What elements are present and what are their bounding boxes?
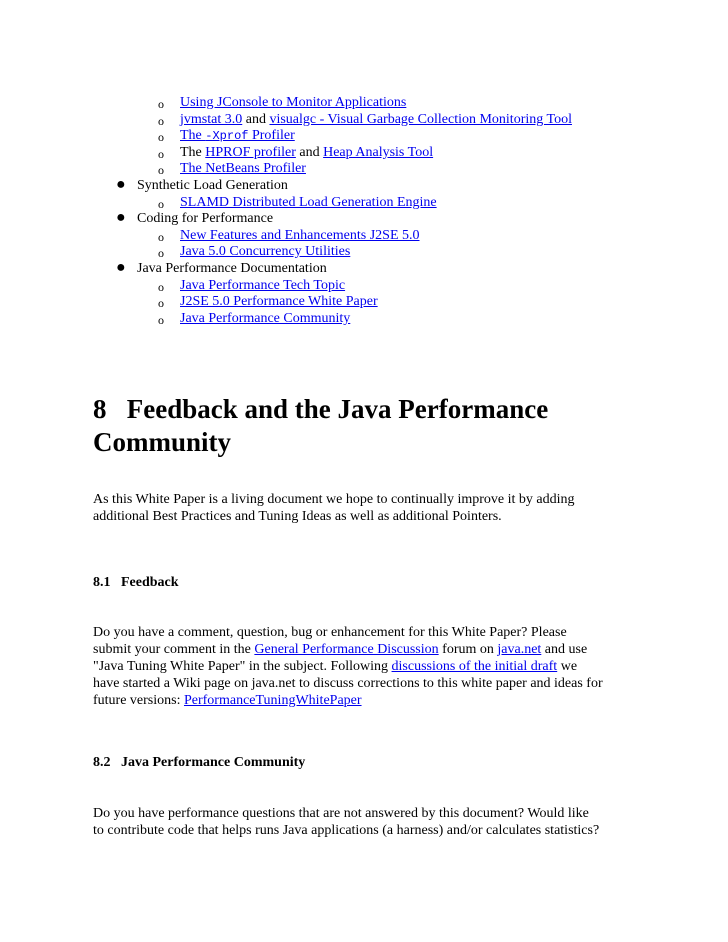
jvmstat-link[interactable]: jvmstat 3.0 (180, 112, 243, 127)
community-paragraph (93, 805, 633, 839)
documentation-label: Java Performance Documentation (137, 261, 327, 276)
bullet-marker: ● (116, 209, 126, 226)
list-item (180, 160, 306, 177)
list-text: and (242, 112, 270, 127)
hprof-link[interactable]: HPROF profiler (205, 145, 296, 160)
java-net-link[interactable]: java.net (497, 642, 542, 657)
load-generation-label: Synthetic Load Generation (137, 178, 288, 193)
initial-draft-discussion-link[interactable]: discussions of the initial draft (391, 659, 558, 674)
list-item (180, 293, 378, 310)
list-item (180, 194, 437, 211)
sub-bullet-marker: o (158, 130, 164, 144)
xprof-code: -Xprof (205, 129, 249, 143)
paragraph-text: and use (541, 642, 588, 657)
list-item (180, 127, 295, 145)
new-features-link[interactable]: New Features and Enhancements J2SE 5.0 (180, 228, 420, 243)
list-item (180, 310, 350, 327)
paragraph-text: submit your comment in the (93, 642, 255, 657)
coding-label: Coding for Performance (137, 211, 274, 226)
slamd-link[interactable]: SLAMD Distributed Load Generation Engine (180, 195, 437, 210)
concurrency-link[interactable]: Java 5.0 Concurrency Utilities (180, 244, 351, 259)
visualgc-link[interactable]: visualgc - Visual Garbage Collection Monitoring Tool (269, 112, 572, 127)
heading-line-1: 8 Feedback and the Java Performance (93, 394, 549, 424)
section-8-intro (93, 491, 633, 525)
section-8-2-heading: 8.2 Java Performance Community (93, 755, 306, 770)
sub-bullet-marker: o (158, 147, 164, 161)
list-item (180, 227, 420, 244)
bullet-marker: ● (116, 259, 126, 276)
list-item (180, 111, 572, 128)
paragraph-text: we (557, 659, 578, 674)
community-link[interactable]: Java Performance Community (180, 311, 351, 326)
sub-bullet-marker: o (158, 114, 164, 128)
xprof-suffix: Profiler (248, 128, 295, 143)
heading-line-2: Community (93, 427, 232, 457)
list-item (180, 243, 350, 260)
paragraph-line: have started a Wiki page on java.net to discuss corrections to this white paper and ideas for (93, 676, 603, 691)
sub-bullet-marker: o (158, 296, 164, 310)
paragraph-text: "Java Tuning White Paper" in the subject. Following (93, 659, 392, 674)
paragraph-line: Do you have a comment, question, bug or enhancement for this White Paper? Please (93, 625, 567, 640)
list-text: and (295, 145, 324, 160)
paragraph-line: to contribute code that helps runs Java applications (a harness) and/or calculates statistics? (93, 823, 600, 838)
paragraph-line: Do you have performance questions that are not answered by this document? Would like (93, 806, 589, 821)
intro-line: As this White Paper is a living document we hope to continually improve it by adding (93, 492, 575, 507)
list-item (180, 94, 406, 111)
section-8-1-heading: 8.1 Feedback (93, 575, 179, 590)
sub-bullet-marker: o (158, 163, 164, 177)
sub-bullet-marker: o (158, 313, 164, 327)
sub-bullet-marker: o (158, 230, 164, 244)
sub-bullet-marker: o (158, 280, 164, 294)
white-paper-link[interactable]: J2SE 5.0 Performance White Paper (180, 294, 378, 309)
netbeans-profiler-link[interactable]: The NetBeans Profiler (180, 161, 306, 176)
intro-line: additional Best Practices and Tuning Ideas as well as additional Pointers. (93, 509, 502, 524)
heap-analysis-link[interactable]: Heap Analysis Tool (323, 145, 434, 160)
paragraph-text: forum on (438, 642, 498, 657)
sub-bullet-marker: o (158, 197, 164, 211)
sub-bullet-marker: o (158, 97, 164, 111)
list-text: The (180, 145, 206, 160)
wiki-page-link[interactable]: PerformanceTuningWhitePaper (183, 693, 362, 708)
performance-discussion-link[interactable]: General Performance Discussion (254, 642, 439, 657)
bullet-marker: ● (116, 176, 126, 193)
list-item (180, 144, 433, 161)
list-item (180, 277, 345, 294)
section-8-heading (93, 393, 653, 459)
sub-bullet-marker: o (158, 246, 164, 260)
jconsole-link[interactable]: Using JConsole to Monitor Applications (180, 95, 407, 110)
paragraph-text: future versions: (93, 693, 184, 708)
feedback-paragraph (93, 624, 633, 709)
xprof-link[interactable] (180, 128, 295, 143)
tech-topic-link[interactable]: Java Performance Tech Topic (180, 278, 346, 293)
xprof-prefix: The (180, 128, 206, 143)
